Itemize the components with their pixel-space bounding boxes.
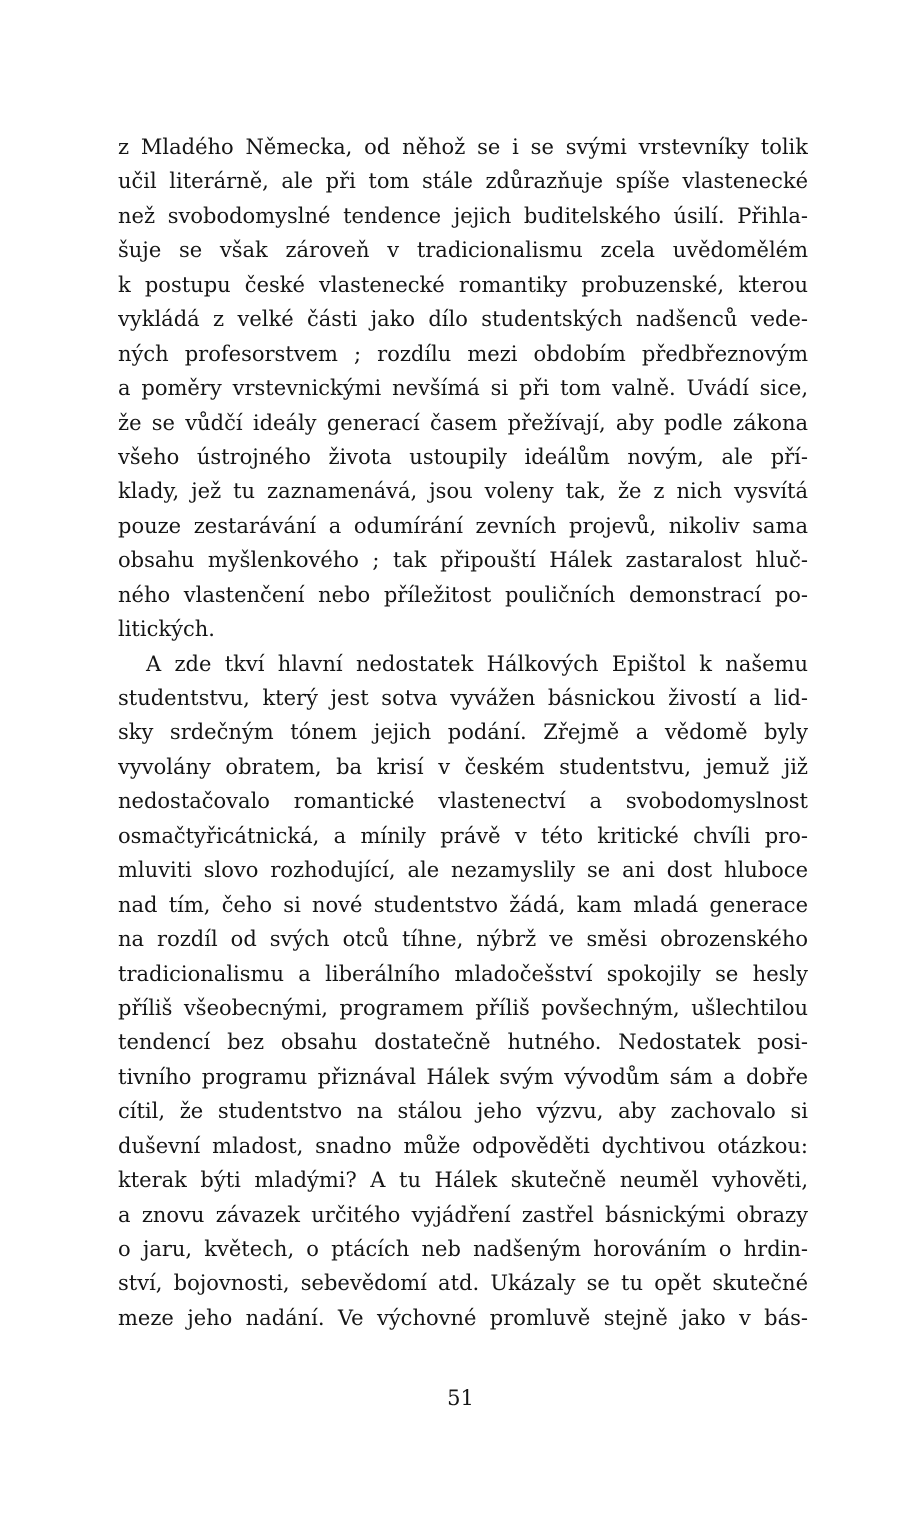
text-line: obsahu myšlenkového ; tak připouští Hálek zastaralost hluč-: [118, 548, 808, 573]
text-line: ství, bojovnosti, sebevědomí atd. Ukázaly se tu opět skutečné: [118, 1271, 808, 1296]
text-line: že se vůdčí ideály generací časem přežívají, aby podle zákona: [118, 410, 808, 435]
text-line: klady, jež tu zaznamenává, jsou voleny tak, že z nich vysvítá: [118, 479, 808, 504]
paragraph-1: [118, 130, 808, 647]
text-line: vykládá z velké části jako dílo studentských nadšenců vede-: [118, 307, 808, 332]
body-text: [118, 130, 808, 1335]
text-line: tivního programu přiznával Hálek svým vývodům sám a dobře: [118, 1064, 808, 1089]
text-line: o jaru, květech, o ptácích neb nadšeným horováním o hrdin-: [118, 1237, 808, 1261]
text-line: duševní mladost, snadno může odpověděti dychtivou otázkou:: [118, 1133, 808, 1158]
text-line: z Mladého Německa, od něhož se i se svými vrstevníky tolik: [118, 135, 808, 159]
text-line: studentstvu, který jest sotva vyvážen básnickou živostí a lid-: [118, 686, 808, 710]
text-line: nad tím, čeho si nové studentstvo žádá, kam mladá generace: [118, 892, 808, 917]
text-line: sky srdečným tónem jejich podání. Zřejmě a vědomě byly: [118, 720, 808, 745]
text-line: příliš všeobecnými, programem příliš povšechným, ušlechtilou: [118, 995, 808, 1020]
text-line: tradicionalismu a liberálního mladočešství spokojily se hesly: [118, 961, 808, 986]
text-line: než svobodomyslné tendence jejich buditelského úsilí. Přihla-: [118, 203, 808, 228]
text-line: ného vlastenčení nebo příležitost pouličních demonstrací po-: [118, 582, 808, 607]
text-line: pouze zestarávání a odumírání zevních projevů, nikoliv sama: [118, 513, 808, 538]
text-line: a znovu závazek určitého vyjádření zastřel básnickými obrazy: [118, 1202, 808, 1227]
paragraph-2: [118, 647, 808, 1336]
text-line: meze jeho nadání. Ve výchovné promluvě stejně jako v bás-: [118, 1305, 808, 1330]
text-line: a poměry vrstevnickými nevšímá si při tom valně. Uvádí sice,: [118, 376, 808, 401]
text-line: na rozdíl od svých otců tíhne, nýbrž ve směsi obrozenského: [118, 927, 808, 952]
text-line: mluviti slovo rozhodující, ale nezamyslily se ani dost hluboce: [118, 858, 808, 883]
text-line: všeho ústrojného života ustoupily ideálům novým, ale pří-: [118, 444, 808, 469]
text-line: litických.: [118, 617, 215, 642]
text-line: A zde tkví hlavní nedostatek Hálkových Epištol k našemu: [146, 651, 808, 676]
text-line: učil literárně, ale při tom stále zdůrazňuje spíše vlastenecké: [118, 169, 808, 194]
text-line: cítil, že studentstvo na stálou jeho výzvu, aby zachovalo si: [118, 1099, 808, 1124]
text-line: ných profesorstvem ; rozdílu mezi obdobím předbřeznovým: [118, 341, 808, 366]
text-line: vyvolány obratem, ba krisí v českém studentstvu, jemuž již: [118, 754, 808, 779]
text-line: šuje se však zároveň v tradicionalismu zcela uvědomělém: [118, 238, 808, 263]
text-line: tendencí bez obsahu dostatečně hutného. Nedostatek posi-: [118, 1030, 808, 1055]
text-line: k postupu české vlastenecké romantiky probuzenské, kterou: [118, 272, 808, 297]
text-line: nedostačovalo romantické vlastenectví a svobodomyslnost: [118, 789, 808, 814]
page-number: 51: [447, 1386, 474, 1410]
text-line: kterak býti mladými? A tu Hálek skutečně neuměl vyhověti,: [118, 1168, 808, 1193]
text-line: osmačtyřicátnická, a mínily právě v této kritické chvíli pro-: [118, 823, 808, 848]
